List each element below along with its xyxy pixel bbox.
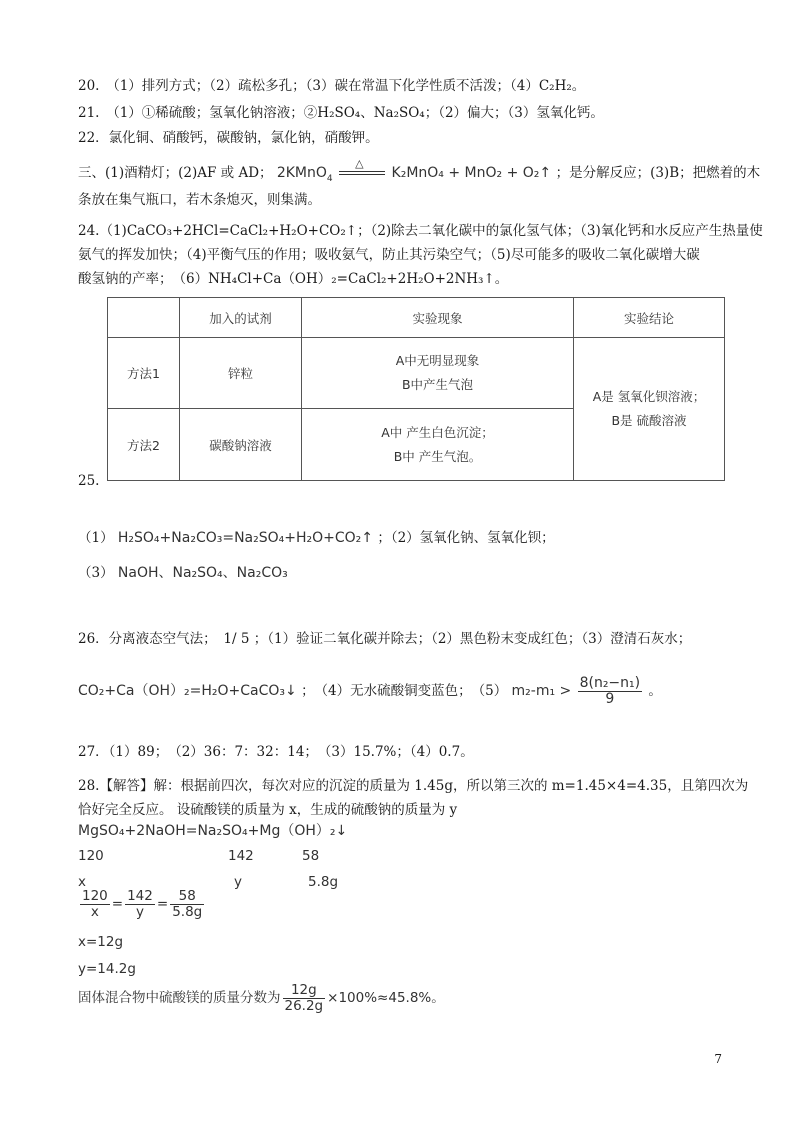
answer-25-part1 xyxy=(78,528,555,548)
answer-27: 27．（1）89； （2）36：7：32：14； （3）15.7%；（4）0.7。 xyxy=(78,744,474,760)
part-label: （1） xyxy=(78,530,114,546)
answer-21: 21. （1）①稀硫酸；氢氧化钠溶液；②H₂SO₄、Na₂SO₄；（2）偏大；（3）氢氧化钙。 xyxy=(78,105,604,121)
answer-24-line3: 酸氢钠的产率； （6）NH₄Cl+Ca（OH）₂=CaCl₂+2H₂O+2NH₃↑。 xyxy=(78,271,509,287)
unknown-value: y xyxy=(234,874,242,890)
final-result xyxy=(78,982,445,1014)
final-text: ×100%≈45.8%。 xyxy=(327,990,445,1006)
answer-24-line2: 氨气的挥发加快；（4)平衡气压的作用；吸收氨气，防止其污染空气；（5)尽可能多的吸收二氧化碳增大碳 xyxy=(78,247,700,263)
eq-bar-bottom xyxy=(339,174,385,175)
phenomenon-a: A中 产生白色沉淀； xyxy=(381,424,494,440)
table-header: 实验结论 xyxy=(574,298,725,338)
answer-24-line1: 24.（1)CaCO₃+2HCl=CaCl₂+H₂O+CO₂↑；（2)除去二氧化碳中的氯化氢气体；（3)氧化钙和水反应产生热量使 xyxy=(78,223,763,239)
fraction xyxy=(80,889,110,920)
conclusion-cell xyxy=(574,338,725,481)
fraction xyxy=(125,889,155,920)
solutes-formula: NaOH、Na₂SO₄、Na₂CO₃ xyxy=(117,565,288,581)
conclusion-a: A是 氢氧化钡溶液； xyxy=(592,389,706,404)
kmno4-equation xyxy=(276,157,556,184)
eq-left: 2KMnO xyxy=(276,165,327,181)
phenomenon-cell xyxy=(302,338,574,409)
fraction-numerator: 142 xyxy=(127,887,153,904)
fraction-numerator: 58 xyxy=(170,889,204,905)
heating-equals-sign xyxy=(339,157,385,180)
h2so4-equation: H₂SO₄+Na₂CO₃=Na₂SO₄+H₂O+CO₂↑ xyxy=(117,530,374,546)
phenomenon-b: B中产生气泡 xyxy=(401,377,474,392)
unknown-value: 5.8g xyxy=(308,874,339,890)
answer-25-part3 xyxy=(78,563,288,583)
fraction-numerator: 8(n₂−n₁) xyxy=(579,675,641,691)
answer-23-line2: 条放在集气瓶口，若木条熄灭，则集满。 xyxy=(78,192,321,208)
fraction-denominator: x xyxy=(90,903,99,920)
unknown-value: x xyxy=(78,874,86,890)
reagent-cell: 锌粒 xyxy=(180,338,302,409)
eq-right: K₂MnO₄ + MnO₂ + O₂↑ xyxy=(391,165,552,181)
fraction xyxy=(283,983,326,1014)
fraction-numerator: 120 xyxy=(82,887,108,904)
sentence-end: 。 xyxy=(648,683,662,699)
answer-28-line1: 28.【解答】解：根据前四次，每次对应的沉淀的质量为 1.45g，所以第三次的 m=1.45×4=4.35，且第四次为 xyxy=(78,778,749,794)
mass-inequality: m₂-m₁ > xyxy=(511,683,572,699)
final-text: 固体混合物中硫酸镁的质量分数为 xyxy=(78,990,281,1006)
answer-26-line1: 26．分离液态空气法； 1/ 5 ；（1）验证二氧化碳并除去；（2）黑色粉末变成红色；（3）澄清石灰水； xyxy=(78,631,692,647)
fraction-numerator: 12g xyxy=(283,983,326,999)
x-result: x=12g xyxy=(78,934,124,950)
answer-22: 22．氯化铜、硝酸钙，碳酸钠，氯化钠，硝酸钾。 xyxy=(78,130,379,146)
phenomenon-b: B中 产生气泡。 xyxy=(393,448,482,464)
molar-mass: 58 xyxy=(302,848,320,864)
conclusion-b: B是 硫酸溶液 xyxy=(611,413,687,428)
part-label: （3） xyxy=(78,565,114,581)
answer-23-line1 xyxy=(78,157,761,189)
part-text: ； （4）无水硫酸铜变蓝色； （5） xyxy=(301,683,508,699)
fraction xyxy=(170,889,204,920)
experiment-table xyxy=(107,297,725,481)
molar-mass-row xyxy=(78,846,320,866)
phenomenon-cell xyxy=(302,409,574,481)
molar-mass: 120 xyxy=(78,848,104,864)
reagent-cell: 碳酸钠溶液 xyxy=(180,409,302,481)
mgso4-equation: MgSO₄+2NaOH=Na₂SO₄+Mg（OH）₂↓ xyxy=(78,823,348,839)
answer-28-line2: 恰好完全反应。 设硫酸镁的质量为 x，生成的硫酸钠的质量为 y xyxy=(78,802,458,818)
inequality-fraction xyxy=(578,676,643,707)
limewater-equation: CO₂+Ca（OH）₂=H₂O+CaCO₃↓ xyxy=(78,683,297,699)
method-cell: 方法1 xyxy=(108,338,180,409)
fraction-denominator: 5.8g xyxy=(172,903,203,920)
proportion-row: $\frac{120}{x}$ = $\frac{142}{y}$ = $\frac{58}{5.8g}$ xyxy=(82,887,203,920)
molar-mass: 142 xyxy=(228,848,254,864)
table-header: 加入的试剂 xyxy=(180,298,302,338)
table-header-row xyxy=(108,298,725,338)
eq-bar-top xyxy=(339,171,385,172)
part-text: ；（2）氢氧化钠、氢氧化钡； xyxy=(377,530,555,546)
phenomenon-a: A中无明显现象 xyxy=(395,353,480,368)
answer-23-suffix: ；是分解反应；(3)B；把燃着的木 xyxy=(555,165,761,181)
heat-triangle-icon: △ xyxy=(355,157,364,170)
fraction-denominator: 26.2g xyxy=(284,997,324,1014)
table-header xyxy=(108,298,180,338)
fraction-denominator: y xyxy=(135,903,144,920)
answer-20: 20. （1）排列方式；（2）疏松多孔；（3）碳在常温下化学性质不活泼；（4）C₂H₂。 xyxy=(78,78,586,94)
y-result: y=14.2g xyxy=(78,961,136,977)
table-header: 实验现象 xyxy=(302,298,574,338)
eq-sub: 4 xyxy=(326,173,333,184)
answer-26-line2 xyxy=(78,676,662,707)
page-number: 7 xyxy=(714,1052,722,1066)
method-cell: 方法2 xyxy=(108,409,180,481)
answer-25-label: 25. xyxy=(78,473,100,489)
answer-23-prefix: 三、(1)酒精灯；(2)AF 或 AD； xyxy=(78,165,273,181)
table-row xyxy=(108,338,725,409)
fraction-denominator: 9 xyxy=(605,691,615,707)
